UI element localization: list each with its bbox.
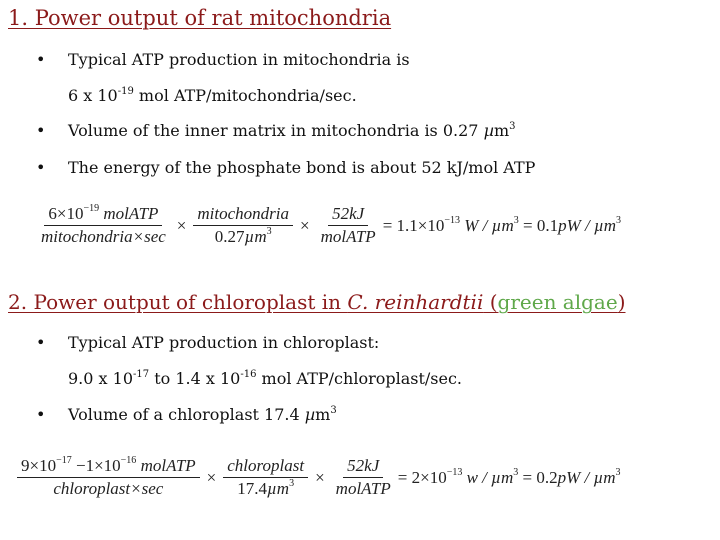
bullet-text: Typical ATP production in mitochondria is	[68, 50, 410, 69]
section1-bullet-2: • Volume of the inner matrix in mitochondria is 0.27 µm$^3$	[36, 121, 516, 140]
fraction: $\frac{52kJ}{\text{molATP}}$	[320, 204, 376, 246]
fraction: $\frac{\text{mitochondria}}{0.27\mu m^3}$	[193, 204, 293, 247]
section1-atp-rate: 6 x $10^{-19}$ mol ATP/mitochondria/sec.	[68, 86, 357, 105]
section1-equation: $\frac{6\times 10^{-19} molATP}{\text{mitochondria×sec}}$ × $\frac{\text{mitochondria}}{0.27\mu m^3}$ × $\frac{52kJ}{\text{molATP}}$ = $1.1\times 10^{-13}$ W / µm$^3$ = 0.1pW / µm$^3$	[34, 204, 621, 247]
equation-result: = $1.1\times 10^{-13}$ W / µm$^3$ = 0.1pW / µm$^3$	[382, 214, 622, 235]
section1-title: 1. Power output of rat mitochondria	[8, 6, 392, 30]
bullet-text: The energy of the phosphate bond is about 52 kJ/mol ATP	[68, 158, 536, 177]
bullet-dot: •	[36, 333, 46, 352]
fraction: $\frac{9\times 10^{-17} -1\times 10^{-16} molATP}{\text{chloroplast×sec}}$	[17, 456, 200, 499]
fraction: $\frac{6\times 10^{-19} molATP}{\text{mitochondria×sec}}$	[41, 203, 166, 246]
bullet-dot: •	[36, 50, 46, 69]
bullet-dot: •	[36, 158, 46, 177]
bullet-text: Volume of the inner matrix in mitochondria is 0.27	[68, 121, 484, 140]
species-name: C. reinhardtii	[347, 290, 484, 314]
fraction: $\frac{52kJ}{\text{molATP}}$	[335, 456, 391, 498]
section1-bullet-3	[36, 158, 535, 177]
bullet-dot: •	[36, 405, 46, 424]
section2-bullet-1	[36, 333, 379, 352]
section2-atp-rate: 9.0 x $10^{-17}$ to 1.4 x $10^{-16}$ mol ATP/chloroplast/sec.	[68, 369, 463, 388]
bullet-text: Volume of a chloroplast 17.4	[68, 405, 305, 424]
section2-equation: $\frac{9\times 10^{-17} -1\times 10^{-16} molATP}{\text{chloroplast×sec}}$ × $\frac{\text{chloroplast}}{17.4\mu m^3}$ × $\frac{52kJ}{\text{molATP}}$ = $2\times 10^{-13}$ w / µm$^3$ = 0.2pW / µm$^3$	[14, 456, 621, 499]
bullet-dot: •	[36, 121, 46, 140]
fraction: $\frac{\text{chloroplast}}{17.4\mu m^3}$	[223, 456, 308, 499]
section2-bullet-2: • Volume of a chloroplast 17.4 µm$^3$	[36, 405, 337, 424]
equation-result: = $2\times 10^{-13}$ w / µm$^3$ = 0.2pW / µm$^3$	[397, 466, 621, 487]
section1-bullet-1	[36, 50, 410, 69]
bullet-text: Typical ATP production in chloroplast:	[68, 333, 380, 352]
section2-title: 2. Power output of chloroplast in C. reinhardtii (green algae)	[8, 290, 626, 314]
common-name: green algae	[497, 290, 618, 314]
